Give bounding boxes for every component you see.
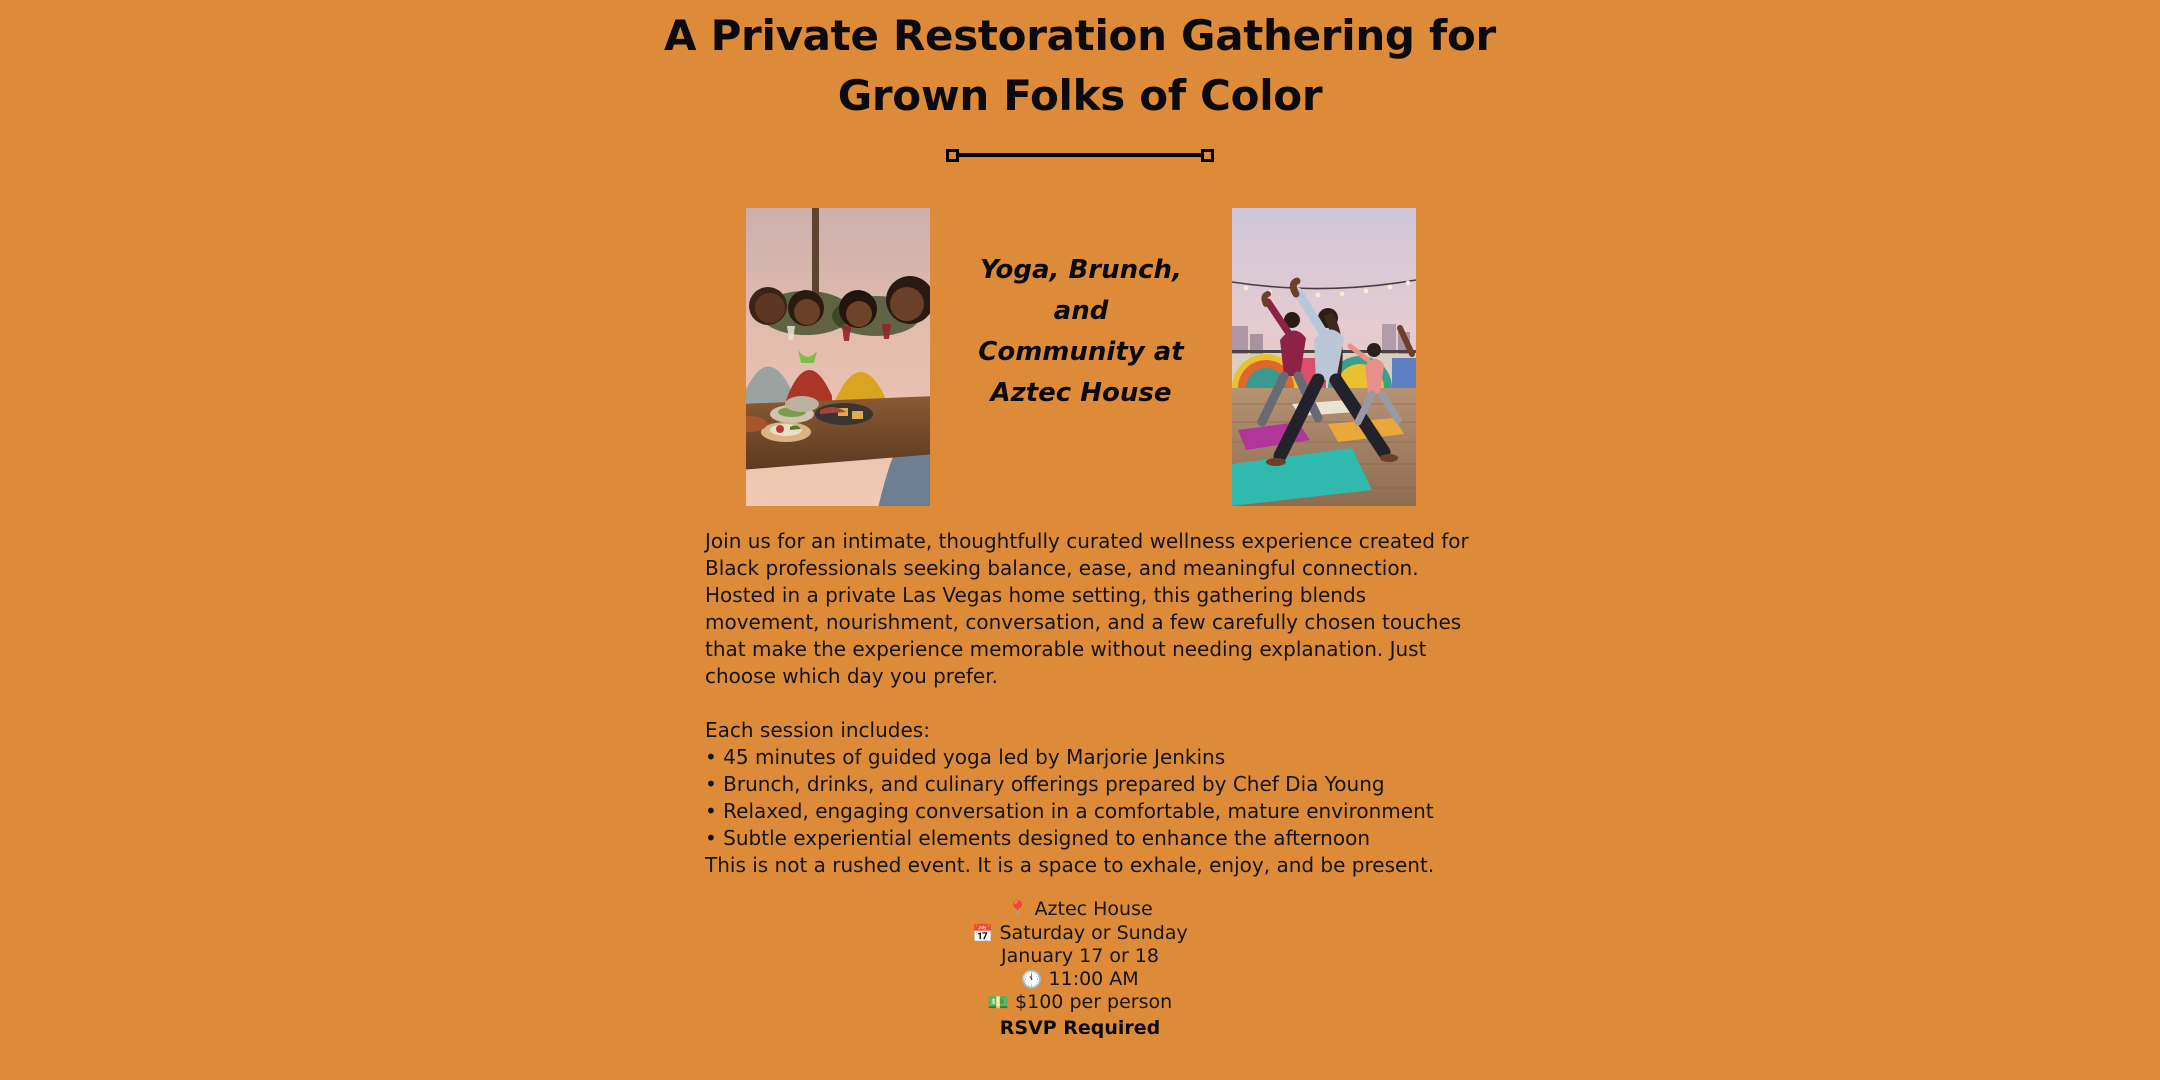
event-time: 11:00 AM xyxy=(1048,967,1139,990)
includes-heading: Each session includes: xyxy=(705,718,930,742)
venue-row xyxy=(0,898,2160,922)
time-row xyxy=(0,968,2160,992)
body-copy xyxy=(705,528,1470,879)
page-title xyxy=(0,6,2160,126)
center-text-line-1: Yoga, Brunch, xyxy=(980,255,1182,285)
paragraph-spacer xyxy=(705,690,1470,717)
intro-paragraph: Join us for an intimate, thoughtfully curated wellness experience created for Black professionals seeking balance, ease, and meaningful connection. xyxy=(705,529,1469,580)
days-row xyxy=(0,922,2160,946)
list-item: • 45 minutes of guided yoga led by Marjorie Jenkins xyxy=(705,745,1226,769)
divider-cap-left-icon xyxy=(946,149,959,162)
event-price: $100 per person xyxy=(1015,991,1173,1013)
list-item: • Relaxed, engaging conversation in a comfortable, mature environment xyxy=(705,799,1434,823)
media-row xyxy=(746,208,1420,506)
list-item: • Subtle experiential elements designed to enhance the afternoon xyxy=(705,826,1370,850)
event-details xyxy=(0,898,2160,1039)
media-center-text xyxy=(948,250,1214,414)
divider xyxy=(946,146,1214,164)
venue-name: Aztec House xyxy=(1034,898,1153,920)
clock-icon: 🕚 xyxy=(1021,969,1043,990)
location-pin-icon: 📍 xyxy=(1007,900,1029,920)
price-row xyxy=(0,991,2160,1015)
center-text-line-4: Aztec House xyxy=(990,378,1172,408)
money-icon: 💵 xyxy=(987,993,1009,1013)
center-text-line-2: and xyxy=(1053,296,1109,326)
center-text-line-3: Community at xyxy=(978,337,1184,367)
event-days: Saturday or Sunday xyxy=(999,921,1188,944)
event-dates: January 17 or 18 xyxy=(1001,945,1159,967)
title-line-2: Grown Folks of Color xyxy=(837,71,1323,120)
rsvp-notice: RSVP Required xyxy=(999,1016,1161,1039)
includes-list xyxy=(705,744,1470,852)
brunch-photo xyxy=(746,208,930,506)
hosting-paragraph: Hosted in a private Las Vegas home setting, this gathering blends movement, nourishment, conversation, and a few carefully chosen touches that make the experience memorable without needing explanation. Just choose which day you prefer. xyxy=(705,583,1462,688)
dates-row xyxy=(0,945,2160,968)
list-item: • Brunch, drinks, and culinary offerings prepared by Chef Dia Young xyxy=(705,772,1385,796)
calendar-icon: 📅 xyxy=(972,923,994,944)
yoga-photo xyxy=(1232,208,1416,506)
divider-cap-right-icon xyxy=(1201,149,1214,162)
divider-line xyxy=(957,153,1203,157)
closing-paragraph: This is not a rushed event. It is a space to exhale, enjoy, and be present. xyxy=(705,853,1435,877)
title-line-1: A Private Restoration Gathering for xyxy=(664,11,1496,60)
